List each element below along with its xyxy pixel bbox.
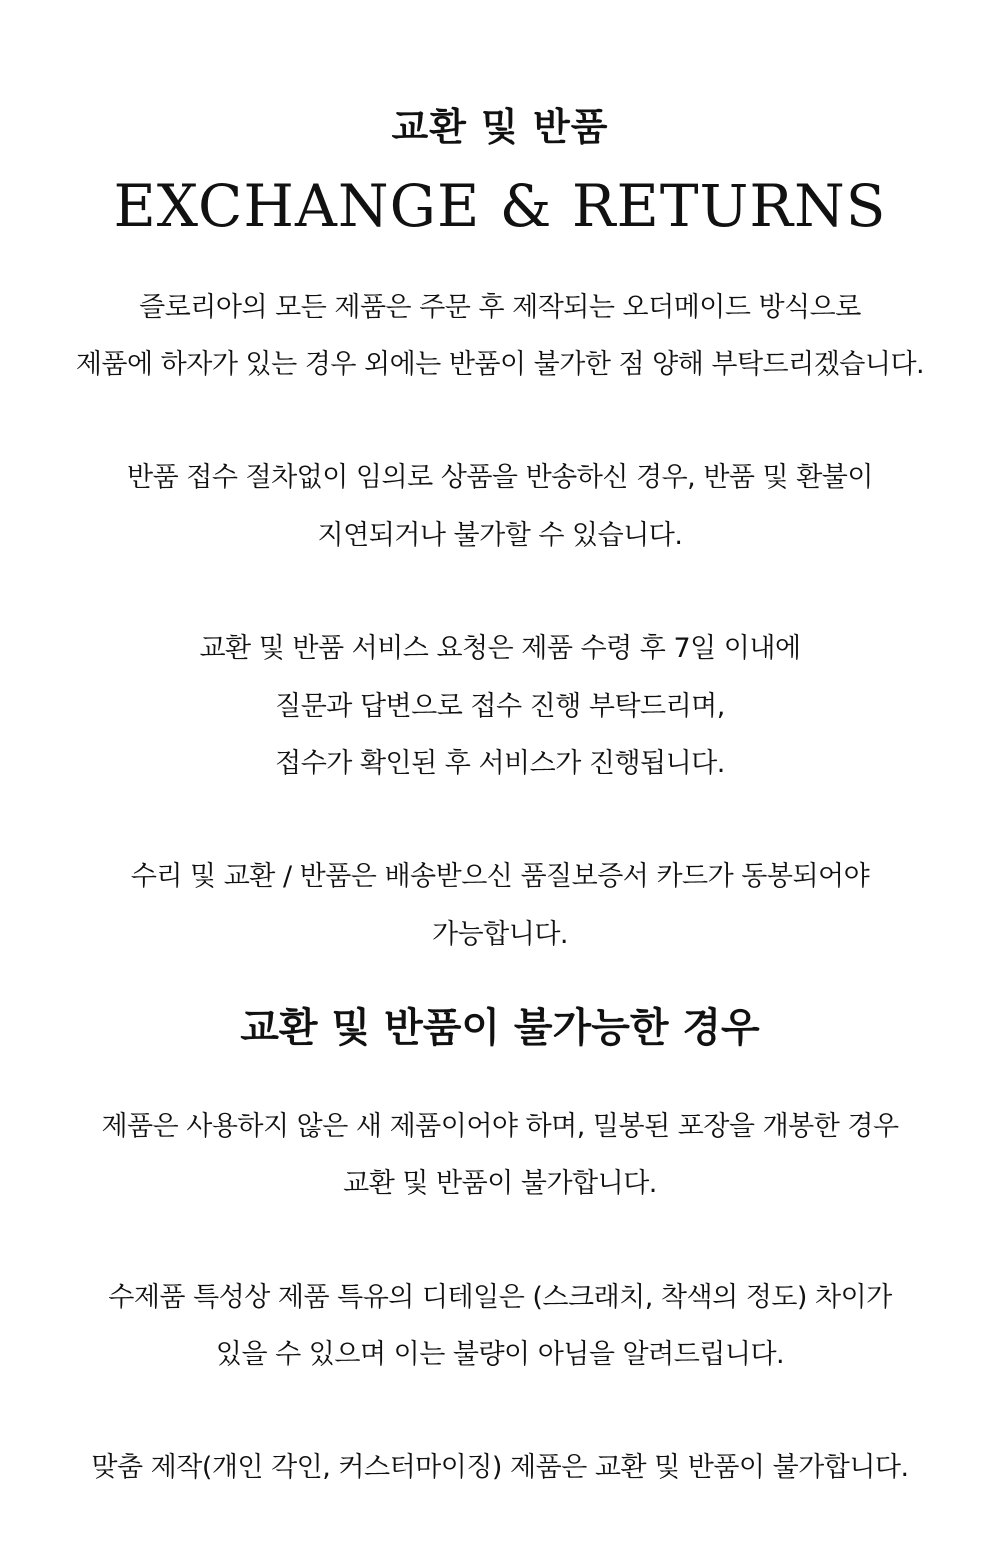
intro-line: 즐로리아의 모든 제품은 주문 후 제작되는 오더메이드 방식으로 bbox=[139, 292, 861, 323]
page-title-korean: 교환 및 반품 bbox=[391, 105, 609, 149]
intro-line: 질문과 답변으로 접수 진행 부탁드리며, bbox=[275, 691, 725, 722]
intro-line: 가능합니다. bbox=[432, 919, 568, 950]
intro-line: 수리 및 교환 / 반품은 배송받으신 품질보증서 카드가 동봉되어야 bbox=[130, 861, 870, 892]
intro-line: 접수가 확인된 후 서비스가 진행됩니다. bbox=[275, 748, 725, 779]
not-allowed-section-title: 교환 및 반품이 불가능한 경우 bbox=[240, 1005, 760, 1051]
not-allowed-line: 맞춤 제작(개인 각인, 커스터마이징) 제품은 교환 및 반품이 불가합니다. bbox=[91, 1452, 909, 1483]
not-allowed-line: 교환 및 반품이 불가합니다. bbox=[343, 1168, 657, 1199]
not-allowed-line: 있을 수 있으며 이는 불량이 아님을 알려드립니다. bbox=[215, 1339, 785, 1370]
intro-line: 반품 접수 절차없이 임의로 상품을 반송하신 경우, 반품 및 환불이 bbox=[127, 462, 873, 493]
not-allowed-line: 제품은 사용하지 않은 새 제품이어야 하며, 밀봉된 포장을 개봉한 경우 bbox=[101, 1111, 899, 1142]
not-allowed-line: 수제품 특성상 제품 특유의 디테일은 (스크래치, 착색의 정도) 차이가 bbox=[108, 1282, 892, 1313]
intro-line: 지연되거나 불가할 수 있습니다. bbox=[317, 520, 683, 551]
page-title-english: EXCHANGE & RETURNS bbox=[113, 172, 887, 240]
intro-line: 제품에 하자가 있는 경우 외에는 반품이 불가한 점 양해 부탁드리겠습니다. bbox=[75, 349, 925, 380]
intro-line: 교환 및 반품 서비스 요청은 제품 수령 후 7일 이내에 bbox=[199, 633, 801, 664]
